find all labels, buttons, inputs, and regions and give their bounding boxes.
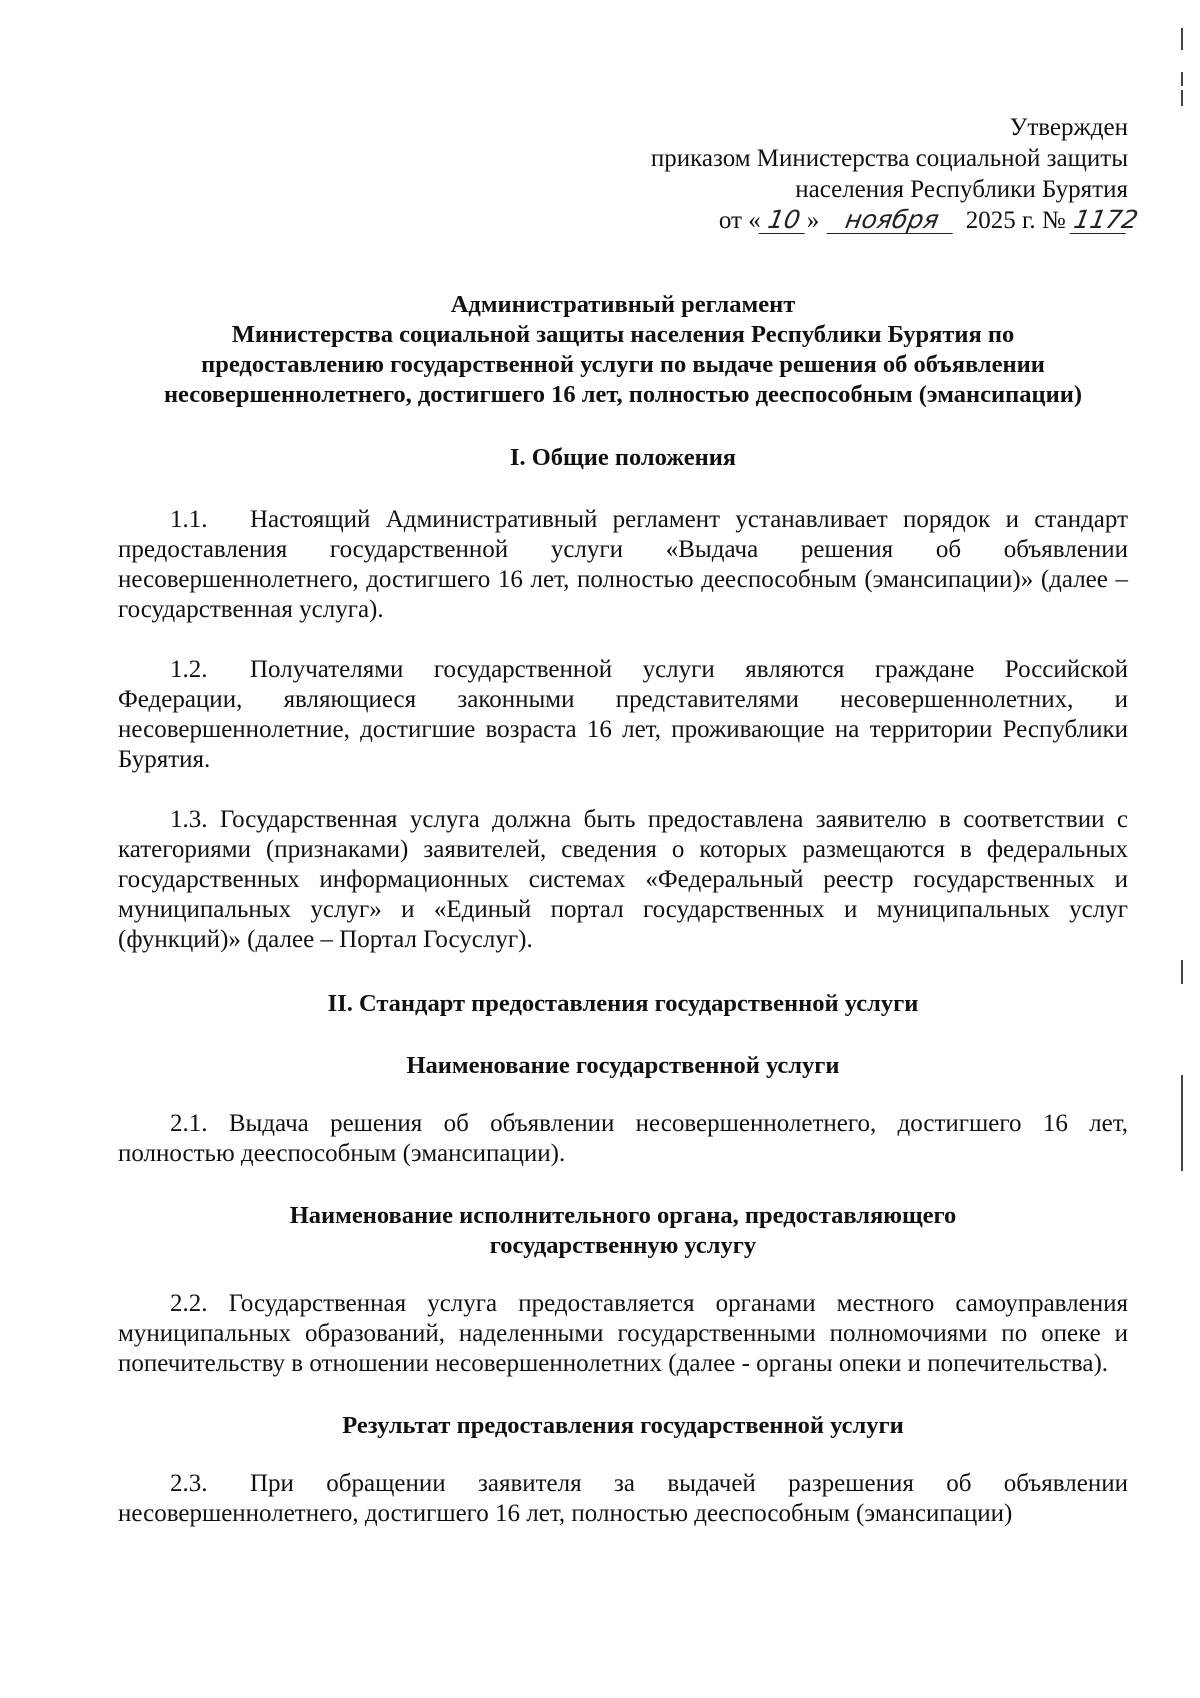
subheading-line: Наименование исполнительного органа, предоставляющего bbox=[289, 1202, 957, 1229]
date-prefix: от « bbox=[718, 207, 761, 234]
paragraph-number: 1.2. bbox=[170, 656, 208, 683]
scan-margin-mark bbox=[1181, 1075, 1183, 1171]
section-heading-general: I. Общие положения bbox=[509, 444, 737, 471]
handwritten-day: 10 bbox=[758, 207, 809, 234]
paragraph-text: Настоящий Административный регламент устанавливает порядок и стандарт предоставления государственной услуги «Выдача решения об объявлении несовершеннолетнего, достигшего 16 лет, полностью дееспособным (эмансипации)» (далее – государственная услуга). bbox=[118, 506, 1128, 623]
paragraph-2-1: 2.1. Выдача решения об объявлении несовершеннолетнего, достигшего 16 лет, полностью дееспособным (эмансипации). bbox=[118, 1110, 1128, 1167]
scan-margin-mark bbox=[1181, 72, 1183, 86]
approval-line: Утвержден bbox=[1009, 114, 1128, 141]
title-line: несовершеннолетнего, достигшего 16 лет, полностью дееспособным (эмансипации) bbox=[163, 381, 1083, 408]
paragraph-text: При обращении заявителя за выдачей разрешения об объявлении несовершеннолетнего, достигшего 16 лет, полностью дееспособным (эмансипации) bbox=[118, 1470, 1128, 1527]
scan-margin-mark bbox=[1181, 90, 1183, 106]
subheading-line: государственную услугу bbox=[489, 1232, 757, 1259]
scan-margin-mark bbox=[1181, 28, 1183, 50]
handwritten-order-number: 1172 bbox=[1071, 205, 1141, 234]
paragraph-number: 1.1. bbox=[170, 506, 208, 533]
paragraph-2-2: 2.2. Государственная услуга предоставляется органами местного самоуправления муниципальных образований, наделенными государственными полномочиями по опеке и попечительству в отношении несовершеннолетних (далее - органы опеки и попечительства). bbox=[118, 1290, 1128, 1377]
date-year: 2025 г. № bbox=[965, 207, 1066, 234]
approval-line: населения Республики Бурятия bbox=[795, 176, 1128, 203]
document-title bbox=[118, 290, 1128, 410]
approval-line: приказом Министерства социальной защиты bbox=[650, 145, 1128, 172]
approval-stamp-block bbox=[118, 112, 1141, 236]
paragraph-2-3 bbox=[118, 1469, 1128, 1529]
approval-date-line bbox=[118, 205, 1141, 236]
date-mid: » bbox=[806, 207, 820, 234]
paragraph-1-1 bbox=[118, 505, 1128, 625]
title-line: Административный регламент bbox=[450, 291, 796, 318]
subheading-service-result: Результат предоставления государственной услуги bbox=[342, 1412, 904, 1439]
paragraph-number: 2.3. bbox=[170, 1470, 208, 1497]
title-line: Министерства социальной защиты населения Республики Бурятия по bbox=[231, 321, 1015, 348]
subheading-executive-body bbox=[118, 1201, 1128, 1261]
subheading-service-name: Наименование государственной услуги bbox=[406, 1052, 840, 1079]
paragraph-1-3: 1.3. Государственная услуга должна быть предоставлена заявителю в соответствии с категориями (признаками) заявителей, сведения о которых размещаются в федеральных государственных информационных системах «Федеральный реестр государственных и муниципальных услуг» и «Единый портал государственных и муниципальных услуг (функций)» (далее – Портал Госуслуг). bbox=[118, 806, 1128, 953]
section-heading-standard: II. Стандарт предоставления государственной услуги bbox=[327, 990, 919, 1017]
title-line: предоставлению государственной услуги по выдаче решения об объявлении bbox=[201, 351, 1045, 378]
handwritten-month: ноября bbox=[827, 207, 958, 234]
paragraph-text: Получателями государственной услуги являются граждане Российской Федерации, являющиеся законными представителями несовершеннолетних, и несовершеннолетние, достигшие возраста 16 лет, проживающие на территории Республики Бурятия. bbox=[118, 656, 1128, 773]
paragraph-1-2 bbox=[118, 655, 1128, 775]
scan-margin-mark bbox=[1181, 960, 1183, 984]
document-content bbox=[118, 112, 1141, 1529]
